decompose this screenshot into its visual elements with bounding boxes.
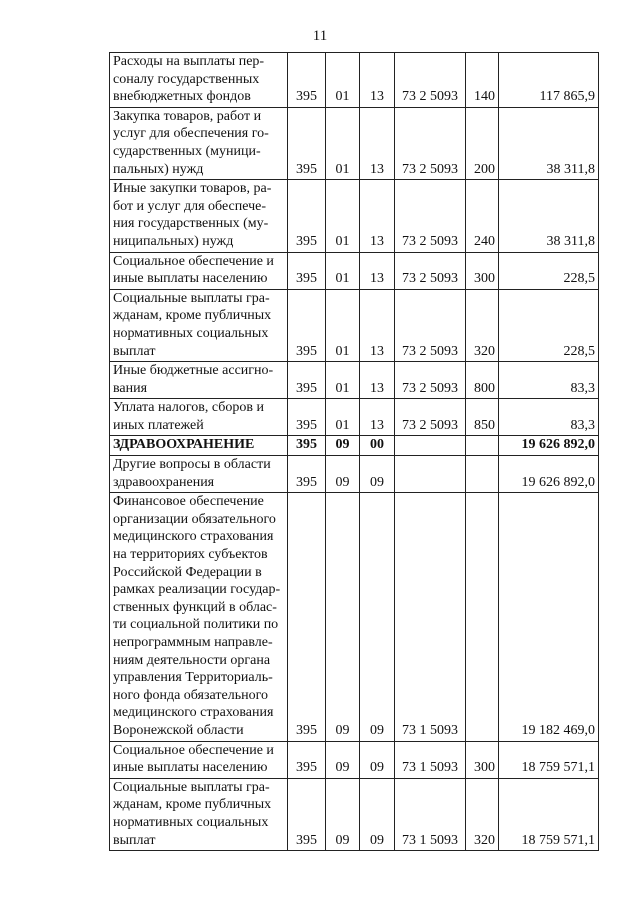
target-article-code: 73 1 5093 [395, 493, 466, 741]
table-row [110, 289, 599, 361]
expense-type-code: 320 [466, 778, 499, 850]
ved-code: 395 [288, 180, 326, 252]
row-name-line: рамках реализации государ- [113, 582, 281, 598]
table-row [110, 778, 599, 850]
row-name-line: Социальное обеспечение и [113, 253, 274, 269]
section-code: 01 [326, 362, 360, 399]
target-article-code: 73 2 5093 [395, 180, 466, 252]
row-name [110, 778, 288, 850]
table-row [110, 741, 599, 778]
budget-table [109, 52, 599, 851]
row-name-line: внебюджетных фондов [113, 89, 251, 105]
row-name-line: услуг для обеспечения го- [113, 126, 269, 142]
row-name-line: выплат [113, 343, 156, 359]
expense-type-code: 800 [466, 362, 499, 399]
row-name-line: ния государственных (му- [113, 216, 269, 232]
table-row [110, 53, 599, 108]
row-name-line: Закупка товаров, работ и [113, 108, 262, 124]
row-name-line: иных платежей [113, 417, 204, 433]
row-name [110, 456, 288, 493]
row-name-line: Другие вопросы в области [113, 457, 271, 473]
ved-code: 395 [288, 456, 326, 493]
row-name-line: ЗДРАВООХРАНЕНИЕ [113, 437, 255, 453]
table-row [110, 399, 599, 436]
row-name-line: ного фонда обязательного [113, 687, 268, 703]
amount: 19 626 892,0 [499, 436, 599, 456]
row-name [110, 107, 288, 179]
row-name [110, 493, 288, 741]
target-article-code: 73 2 5093 [395, 252, 466, 289]
expense-type-code: 140 [466, 53, 499, 108]
subsection-code: 00 [360, 436, 395, 456]
table-row [110, 493, 599, 741]
expense-type-code: 300 [466, 252, 499, 289]
row-name-line: медицинского страхования [113, 529, 274, 545]
subsection-code: 13 [360, 399, 395, 436]
section-code: 01 [326, 289, 360, 361]
table-row [110, 362, 599, 399]
table-row [110, 456, 599, 493]
section-code: 09 [326, 436, 360, 456]
row-name-line: Социальные выплаты гра- [113, 290, 270, 306]
row-name-line: здравоохранения [113, 474, 215, 490]
section-code: 09 [326, 456, 360, 493]
row-name-line: жданам, кроме публичных [113, 308, 272, 324]
amount: 117 865,9 [499, 53, 599, 108]
row-name [110, 399, 288, 436]
subsection-code: 09 [360, 778, 395, 850]
table-row [110, 107, 599, 179]
amount: 228,5 [499, 289, 599, 361]
row-name-line: жданам, кроме публичных [113, 797, 272, 813]
ved-code: 395 [288, 289, 326, 361]
row-name-line: вания [113, 380, 148, 396]
row-name [110, 741, 288, 778]
row-name-line: ниям деятельности органа [113, 652, 271, 668]
ved-code: 395 [288, 362, 326, 399]
subsection-code: 13 [360, 107, 395, 179]
row-name-line: Российской Федерации в [113, 564, 262, 580]
page-number: 11 [312, 28, 328, 44]
row-name-line: Воронежской области [113, 722, 244, 738]
section-code: 01 [326, 53, 360, 108]
row-name [110, 436, 288, 456]
target-article-code [395, 436, 466, 456]
section-code: 01 [326, 399, 360, 436]
amount: 19 182 469,0 [499, 493, 599, 741]
subsection-code: 13 [360, 289, 395, 361]
row-name-line: иные выплаты населению [113, 760, 268, 776]
ved-code: 395 [288, 252, 326, 289]
subsection-code: 13 [360, 362, 395, 399]
row-name-line: ти социальной политики по [113, 617, 279, 633]
target-article-code: 73 2 5093 [395, 289, 466, 361]
section-code: 01 [326, 180, 360, 252]
subsection-code: 09 [360, 456, 395, 493]
section-code: 09 [326, 493, 360, 741]
target-article-code [395, 456, 466, 493]
target-article-code: 73 2 5093 [395, 399, 466, 436]
row-name-line: Финансовое обеспечение [113, 494, 264, 510]
amount: 38 311,8 [499, 180, 599, 252]
row-name [110, 180, 288, 252]
target-article-code: 73 2 5093 [395, 107, 466, 179]
row-name-line: непрограммным направле- [113, 635, 273, 650]
target-article-code: 73 1 5093 [395, 778, 466, 850]
row-name-line: нормативных социальных [113, 814, 269, 830]
amount: 19 626 892,0 [499, 456, 599, 493]
row-name [110, 252, 288, 289]
section-code: 09 [326, 741, 360, 778]
row-name-line: Иные бюджетные ассигно- [113, 363, 274, 379]
expense-type-code [466, 436, 499, 456]
subsection-code: 09 [360, 741, 395, 778]
row-name-line: Уплата налогов, сборов и [113, 400, 264, 416]
amount: 38 311,8 [499, 107, 599, 179]
section-code: 09 [326, 778, 360, 850]
section-code: 01 [326, 107, 360, 179]
subsection-code: 13 [360, 180, 395, 252]
row-name [110, 53, 288, 108]
amount: 83,3 [499, 399, 599, 436]
row-name [110, 362, 288, 399]
expense-type-code: 240 [466, 180, 499, 252]
amount: 228,5 [499, 252, 599, 289]
ved-code: 395 [288, 778, 326, 850]
amount: 18 759 571,1 [499, 778, 599, 850]
row-name-line: сударственных (муници- [113, 143, 261, 159]
section-code: 01 [326, 252, 360, 289]
expense-type-code [466, 493, 499, 741]
subsection-code: 09 [360, 493, 395, 741]
amount: 83,3 [499, 362, 599, 399]
subsection-code: 13 [360, 53, 395, 108]
table-row [110, 436, 599, 456]
row-name-line: Социальные выплаты гра- [113, 779, 270, 795]
row-name-line: нормативных социальных [113, 325, 269, 341]
ved-code: 395 [288, 107, 326, 179]
row-name [110, 289, 288, 361]
ved-code: 395 [288, 493, 326, 741]
row-name-line: управления Территориаль- [113, 670, 273, 686]
row-name-line: иные выплаты населению [113, 271, 268, 287]
row-name-line: ственных функций в облас- [113, 599, 277, 615]
expense-type-code [466, 456, 499, 493]
row-name-line: соналу государственных [113, 71, 260, 87]
row-name-line: пальных) нужд [113, 161, 204, 177]
table-row [110, 180, 599, 252]
row-name-line: организации обязательного [113, 511, 276, 527]
ved-code: 395 [288, 741, 326, 778]
row-name-line: бот и услуг для обеспече- [113, 198, 267, 214]
row-name-line: Иные закупки товаров, ра- [113, 181, 272, 197]
target-article-code: 73 1 5093 [395, 741, 466, 778]
target-article-code: 73 2 5093 [395, 53, 466, 108]
expense-type-code: 850 [466, 399, 499, 436]
expense-type-code: 320 [466, 289, 499, 361]
ved-code: 395 [288, 399, 326, 436]
ved-code: 395 [288, 53, 326, 108]
row-name-line: медицинского страхования [113, 705, 274, 721]
ved-code: 395 [288, 436, 326, 456]
row-name-line: на территориях субъектов [113, 547, 268, 563]
subsection-code: 13 [360, 252, 395, 289]
row-name-line: Расходы на выплаты пер- [113, 54, 265, 69]
row-name-line: Социальное обеспечение и [113, 742, 274, 758]
amount: 18 759 571,1 [499, 741, 599, 778]
row-name-line: выплат [113, 832, 156, 848]
expense-type-code: 300 [466, 741, 499, 778]
target-article-code: 73 2 5093 [395, 362, 466, 399]
expense-type-code: 200 [466, 107, 499, 179]
row-name-line: ниципальных) нужд [113, 233, 234, 249]
table-row [110, 252, 599, 289]
